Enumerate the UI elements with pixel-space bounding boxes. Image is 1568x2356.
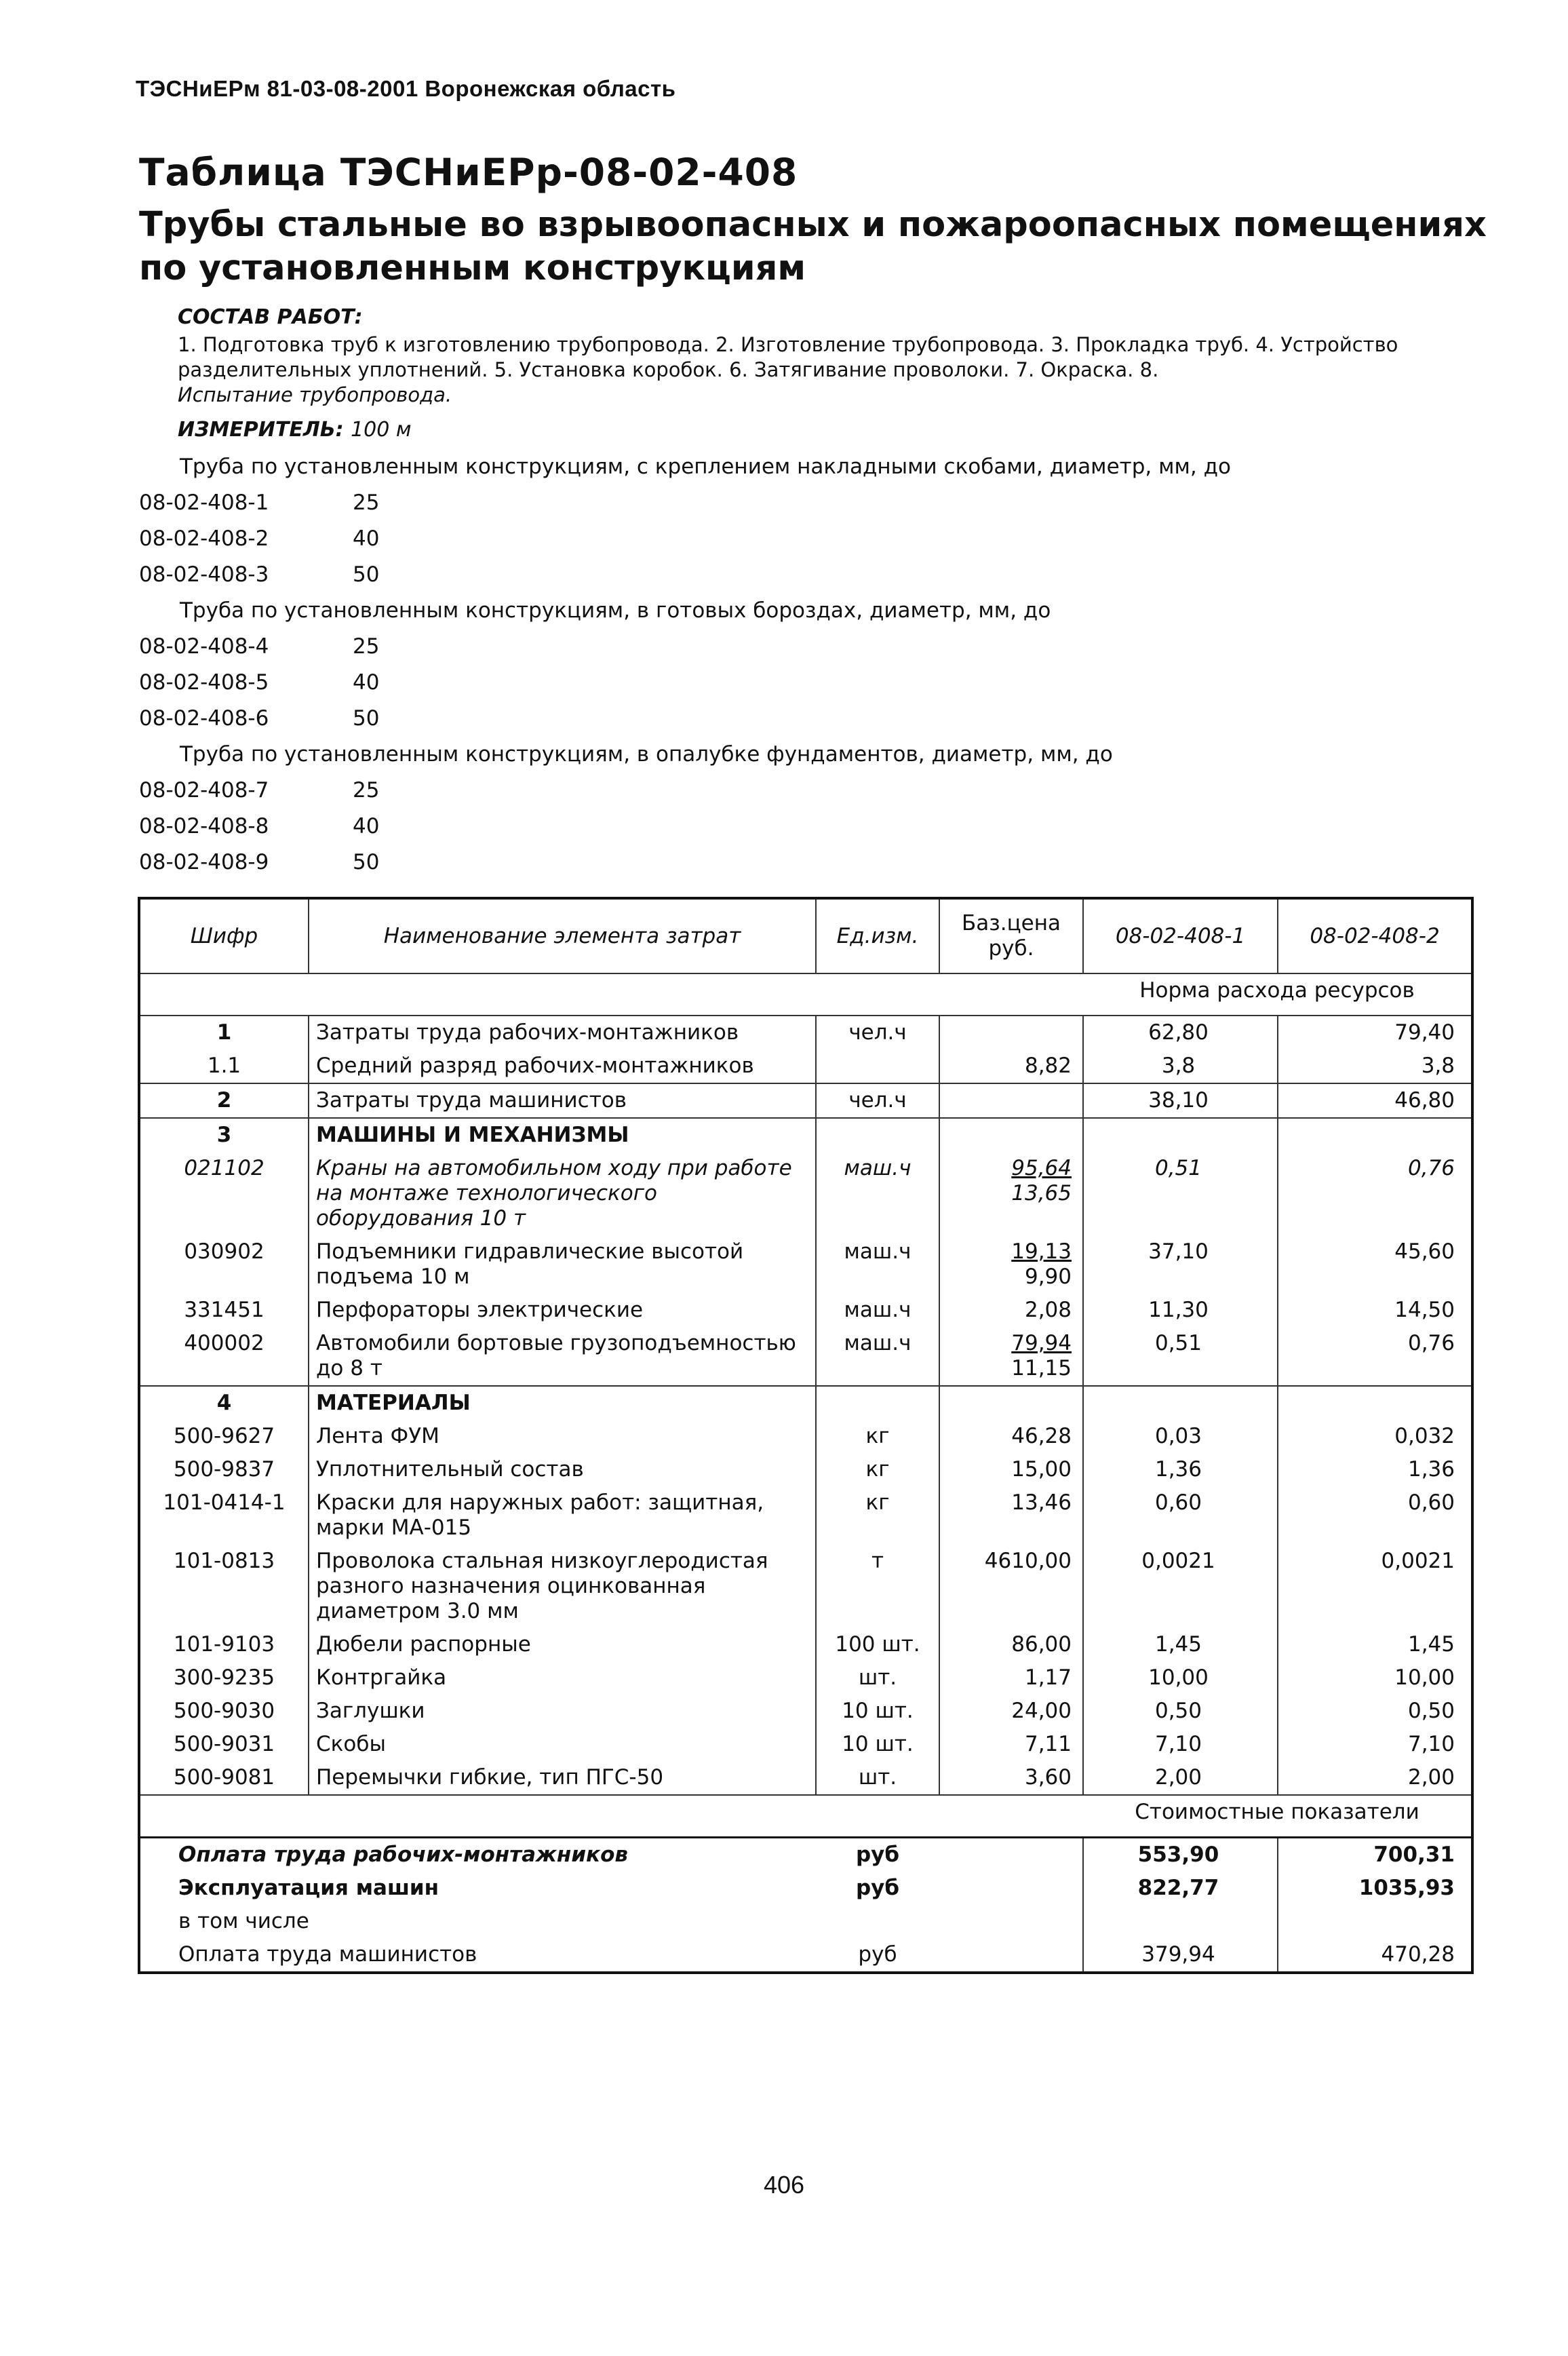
row-norm-2	[1278, 1118, 1472, 1152]
work-item-code: 08-02-408-6	[139, 706, 269, 731]
row-norm-1	[1083, 1118, 1278, 1152]
total-row	[139, 1938, 1472, 1973]
row-name: МАШИНЫ И МЕХАНИЗМЫ	[309, 1118, 816, 1152]
row-unit: кг	[816, 1486, 939, 1545]
header-price: Баз.цена руб.	[939, 898, 1083, 973]
row-price	[939, 1235, 1083, 1294]
group-description: Труба по установленным конструкциям, в готовых бороздах, диаметр, мм, до	[180, 598, 1051, 623]
row-norm-1	[1083, 1386, 1278, 1420]
meter-value: 100 м	[351, 418, 412, 442]
row-name: Подъемники гидравлические высотой подъема 10 м	[309, 1235, 816, 1294]
row-unit: шт.	[816, 1761, 939, 1795]
row-unit: маш.ч	[816, 1327, 939, 1386]
work-item-code: 08-02-408-5	[139, 670, 269, 695]
row-name: Уплотнительный состав	[309, 1453, 816, 1486]
work-item-code: 08-02-408-4	[139, 634, 269, 659]
row-norm-2: 3,8	[1278, 1049, 1472, 1083]
row-code: 4	[139, 1386, 309, 1420]
row-norm-1: 2,00	[1083, 1761, 1278, 1795]
total-norm-2: 470,28	[1278, 1938, 1472, 1973]
header-norm-2: 08-02-408-2	[1278, 898, 1472, 973]
table-row	[139, 1453, 1472, 1486]
row-norm-1: 11,30	[1083, 1294, 1278, 1327]
row-unit: чел.ч	[816, 1016, 939, 1049]
work-item-diameter: 25	[353, 778, 380, 803]
row-unit: чел.ч	[816, 1083, 939, 1118]
row-price	[939, 1695, 1083, 1728]
row-code: 500-9081	[173, 1765, 275, 1790]
row-price	[939, 1152, 1083, 1235]
row-unit	[816, 1118, 939, 1152]
row-price	[939, 1016, 1083, 1049]
row-name: Затраты труда машинистов	[309, 1083, 816, 1118]
row-norm-1: 62,80	[1083, 1016, 1278, 1049]
work-item-diameter: 25	[353, 490, 380, 515]
row-norm-1: 1,36	[1083, 1453, 1278, 1486]
row-name: Заглушки	[309, 1695, 816, 1728]
row-norm-1: 0,03	[1083, 1420, 1278, 1453]
row-name: МАТЕРИАЛЫ	[309, 1386, 816, 1420]
norm-band: Норма расхода ресурсов	[1083, 973, 1472, 1016]
work-item	[139, 701, 1462, 737]
row-unit	[816, 1386, 939, 1420]
total-label: Эксплуатация машин	[178, 1876, 439, 1900]
work-item	[139, 809, 1462, 845]
row-norm-2: 0,60	[1278, 1486, 1472, 1545]
row-unit: маш.ч	[816, 1152, 939, 1235]
row-norm-1: 7,10	[1083, 1728, 1278, 1761]
row-code: 021102	[184, 1156, 264, 1180]
row-code: 101-9103	[173, 1632, 275, 1657]
row-code: 400002	[184, 1331, 264, 1355]
row-price	[939, 1661, 1083, 1695]
total-norm-1: 553,90	[1083, 1838, 1278, 1872]
table-row	[139, 1486, 1472, 1545]
header-name: Наименование элемента затрат	[309, 898, 816, 973]
row-norm-2	[1278, 1386, 1472, 1420]
row-code: 3	[139, 1118, 309, 1152]
work-item-code: 08-02-408-9	[139, 850, 269, 874]
row-norm-2: 7,10	[1278, 1728, 1472, 1761]
resource-table	[138, 897, 1474, 1974]
cost-band-row	[139, 1795, 1472, 1838]
work-item	[139, 521, 1462, 557]
row-name: Краны на автомобильном ходу при работе на монтаже технологического оборудования 10 т	[309, 1152, 816, 1235]
row-norm-1: 10,00	[1083, 1661, 1278, 1695]
row-code: 1	[216, 1020, 232, 1045]
total-norm-2: 700,31	[1278, 1838, 1472, 1872]
work-item-diameter: 25	[353, 634, 380, 659]
row-price-value: 19,13	[1011, 1239, 1072, 1264]
row-price-value: 95,64	[1011, 1156, 1072, 1180]
row-norm-1: 37,10	[1083, 1235, 1278, 1294]
work-item	[139, 629, 1462, 665]
band-spacer	[139, 973, 1083, 1016]
table-row	[139, 1728, 1472, 1761]
row-price	[939, 1453, 1083, 1486]
meter-label: ИЗМЕРИТЕЛЬ:	[178, 418, 344, 442]
group-description: Труба по установленным конструкциям, с креплением накладными скобами, диаметр, мм, до	[180, 455, 1231, 479]
row-price	[939, 1486, 1083, 1545]
table-row	[139, 1327, 1472, 1386]
row-norm-2: 0,032	[1278, 1420, 1472, 1453]
document-header: ТЭСНиЕРм 81-03-08-2001 Воронежская область	[136, 76, 676, 101]
row-price-value: 3,60	[1024, 1765, 1072, 1790]
row-norm-2: 0,76	[1278, 1327, 1472, 1386]
work-item	[139, 665, 1462, 701]
cost-band: Стоимостные показатели	[1083, 1795, 1472, 1838]
row-unit	[816, 1049, 939, 1083]
table-row	[139, 1118, 1472, 1152]
row-price-value: 2,08	[1024, 1298, 1072, 1322]
total-unit: руб	[855, 1876, 900, 1900]
row-code: 101-0414-1	[163, 1490, 286, 1515]
row-price	[939, 1420, 1083, 1453]
table-row	[139, 1761, 1472, 1795]
table-row	[139, 1152, 1472, 1235]
row-price-wage: 9,90	[1024, 1264, 1072, 1289]
row-price	[939, 1545, 1083, 1628]
row-name: Автомобили бортовые грузоподъемностью до 8 т	[309, 1327, 816, 1386]
row-unit: маш.ч	[816, 1235, 939, 1294]
total-label: Оплата труда машинистов	[178, 1942, 477, 1967]
row-unit: шт.	[816, 1661, 939, 1695]
work-item-code: 08-02-408-8	[139, 814, 269, 838]
row-price	[939, 1049, 1083, 1083]
row-norm-2: 10,00	[1278, 1661, 1472, 1695]
total-norm-1: 379,94	[1083, 1938, 1278, 1973]
total-label: в том числе	[178, 1909, 309, 1933]
row-price	[939, 1628, 1083, 1661]
row-norm-1: 1,45	[1083, 1628, 1278, 1661]
row-price-value: 86,00	[1011, 1632, 1072, 1657]
row-code: 1.1	[207, 1054, 241, 1078]
row-code: 500-9627	[173, 1424, 275, 1448]
row-code: 500-9031	[173, 1732, 275, 1756]
work-item-diameter: 40	[353, 526, 380, 551]
row-norm-2: 0,50	[1278, 1695, 1472, 1728]
row-norm-2: 45,60	[1278, 1235, 1472, 1294]
work-item-code: 08-02-408-7	[139, 778, 269, 803]
row-price	[939, 1728, 1083, 1761]
row-norm-1: 0,51	[1083, 1327, 1278, 1386]
total-label: Оплата труда рабочих-монтажников	[139, 1838, 816, 1872]
row-norm-1: 3,8	[1083, 1049, 1278, 1083]
work-item-diameter: 50	[353, 562, 380, 587]
row-norm-1: 0,60	[1083, 1486, 1278, 1545]
row-price-value: 8,82	[1024, 1054, 1072, 1078]
row-norm-2: 1,36	[1278, 1453, 1472, 1486]
row-price-value: 15,00	[1011, 1457, 1072, 1482]
table-header-row	[139, 898, 1472, 973]
row-name: Средний разряд рабочих-монтажников	[309, 1049, 816, 1083]
row-price-value: 79,94	[1011, 1331, 1072, 1355]
table-row	[139, 1294, 1472, 1327]
row-code: 500-9030	[173, 1699, 275, 1723]
table-row	[139, 1545, 1472, 1628]
work-item-code: 08-02-408-3	[139, 562, 269, 587]
row-name: Краски для наружных работ: защитная, марки МА-015	[309, 1486, 816, 1545]
table-row	[139, 1695, 1472, 1728]
total-row	[139, 1838, 1472, 1872]
row-unit: кг	[816, 1420, 939, 1453]
row-price	[939, 1327, 1083, 1386]
row-norm-2: 0,76	[1278, 1152, 1472, 1235]
row-norm-2: 2,00	[1278, 1761, 1472, 1795]
row-price-value: 13,46	[1011, 1490, 1072, 1515]
work-item-diameter: 40	[353, 670, 380, 695]
row-name: Перемычки гибкие, тип ПГС-50	[309, 1761, 816, 1795]
row-code: 101-0813	[173, 1549, 275, 1573]
row-name: Дюбели распорные	[309, 1628, 816, 1661]
total-unit: руб	[858, 1942, 897, 1967]
row-unit: кг	[816, 1453, 939, 1486]
work-item-code: 08-02-408-1	[139, 490, 269, 515]
table-row	[139, 1386, 1472, 1420]
row-unit: маш.ч	[816, 1294, 939, 1327]
total-row	[139, 1905, 1472, 1938]
work-item	[139, 773, 1462, 809]
total-price-empty	[939, 1938, 1083, 1973]
row-norm-1: 0,0021	[1083, 1545, 1278, 1628]
table-row	[139, 1628, 1472, 1661]
band-spacer	[139, 1795, 1083, 1838]
row-norm-1: 0,50	[1083, 1695, 1278, 1728]
row-code: 331451	[184, 1298, 264, 1322]
work-item	[139, 845, 1462, 881]
row-price-value: 4610,00	[984, 1549, 1072, 1573]
row-name: Перфораторы электрические	[309, 1294, 816, 1327]
total-norm-2	[1278, 1905, 1472, 1938]
row-name: Проволока стальная низкоуглеродистая разного назначения оцинкованная диаметром 3.0 мм	[309, 1545, 816, 1628]
row-norm-2: 14,50	[1278, 1294, 1472, 1327]
row-name: Лента ФУМ	[309, 1420, 816, 1453]
row-price	[939, 1083, 1083, 1118]
row-code: 300-9235	[173, 1665, 275, 1690]
works-label: СОСТАВ РАБОТ:	[178, 305, 363, 329]
work-item	[139, 485, 1462, 521]
total-norm-2: 1035,93	[1278, 1872, 1472, 1905]
row-price	[939, 1294, 1083, 1327]
work-item	[139, 557, 1462, 593]
row-code: 2	[139, 1083, 309, 1118]
row-price	[939, 1386, 1083, 1420]
total-price-empty	[939, 1838, 1083, 1872]
page-number: 406	[763, 2171, 805, 2199]
row-norm-1: 38,10	[1083, 1083, 1278, 1118]
header-code: Шифр	[139, 898, 309, 973]
work-item-diameter: 50	[353, 850, 380, 874]
row-price-value: 7,11	[1024, 1732, 1072, 1756]
row-unit: 10 шт.	[816, 1695, 939, 1728]
table-row	[139, 1420, 1472, 1453]
works-text: 1. Подготовка труб к изготовлению трубопровода. 2. Изготовление трубопровода. 3. Прокладка труб. 4. Устройство разделительных уплотнений. 5. Установка коробок. 6. Затягивание проволоки. 7. Окраска. 8.	[178, 333, 1398, 381]
row-name: Затраты труда рабочих-монтажников	[309, 1016, 816, 1049]
total-norm-1	[1083, 1905, 1278, 1938]
row-norm-2: 46,80	[1278, 1083, 1472, 1118]
table-row	[139, 1083, 1472, 1118]
norm-band-row	[139, 973, 1472, 1016]
row-price-wage: 13,65	[1011, 1181, 1072, 1205]
table-code: Таблица ТЭСНиЕРр-08-02-408	[139, 151, 798, 194]
header-norm-1: 08-02-408-1	[1083, 898, 1278, 973]
works-description	[178, 332, 1453, 408]
row-code: 500-9837	[173, 1457, 275, 1482]
row-name: Скобы	[309, 1728, 816, 1761]
row-price-value: 1,17	[1024, 1665, 1072, 1690]
row-price-wage: 11,15	[1011, 1356, 1072, 1380]
work-item-diameter: 40	[353, 814, 380, 838]
total-price-empty	[939, 1872, 1083, 1905]
table-row	[139, 1661, 1472, 1695]
table-row	[139, 1235, 1472, 1294]
table-row	[139, 1016, 1472, 1049]
group-description: Труба по установленным конструкциям, в опалубке фундаментов, диаметр, мм, до	[180, 742, 1113, 767]
table-row	[139, 1049, 1472, 1083]
total-unit: руб	[816, 1838, 939, 1872]
work-items-list	[139, 449, 1462, 881]
row-price-value: 46,28	[1011, 1424, 1072, 1448]
row-price-value: 24,00	[1011, 1699, 1072, 1723]
work-item-code: 08-02-408-2	[139, 526, 269, 551]
meter	[178, 418, 412, 442]
row-code: 030902	[184, 1239, 264, 1264]
works-text-end: Испытание трубопровода.	[178, 383, 452, 406]
row-unit: 100 шт.	[816, 1628, 939, 1661]
row-price	[939, 1118, 1083, 1152]
total-norm-1: 822,77	[1083, 1872, 1278, 1905]
table-title: Трубы стальные во взрывоопасных и пожароопасных помещениях по установленным конструкциям	[139, 205, 1487, 288]
row-name: Контргайка	[309, 1661, 816, 1695]
header-unit: Ед.изм.	[816, 898, 939, 973]
row-norm-1: 0,51	[1083, 1152, 1278, 1235]
row-norm-2: 79,40	[1278, 1016, 1472, 1049]
total-row	[139, 1872, 1472, 1905]
row-price	[939, 1761, 1083, 1795]
total-price-empty	[939, 1905, 1083, 1938]
row-norm-2: 0,0021	[1278, 1545, 1472, 1628]
row-unit: т	[816, 1545, 939, 1628]
row-unit: 10 шт.	[816, 1728, 939, 1761]
total-unit	[816, 1905, 939, 1938]
row-norm-2: 1,45	[1278, 1628, 1472, 1661]
work-item-diameter: 50	[353, 706, 380, 731]
